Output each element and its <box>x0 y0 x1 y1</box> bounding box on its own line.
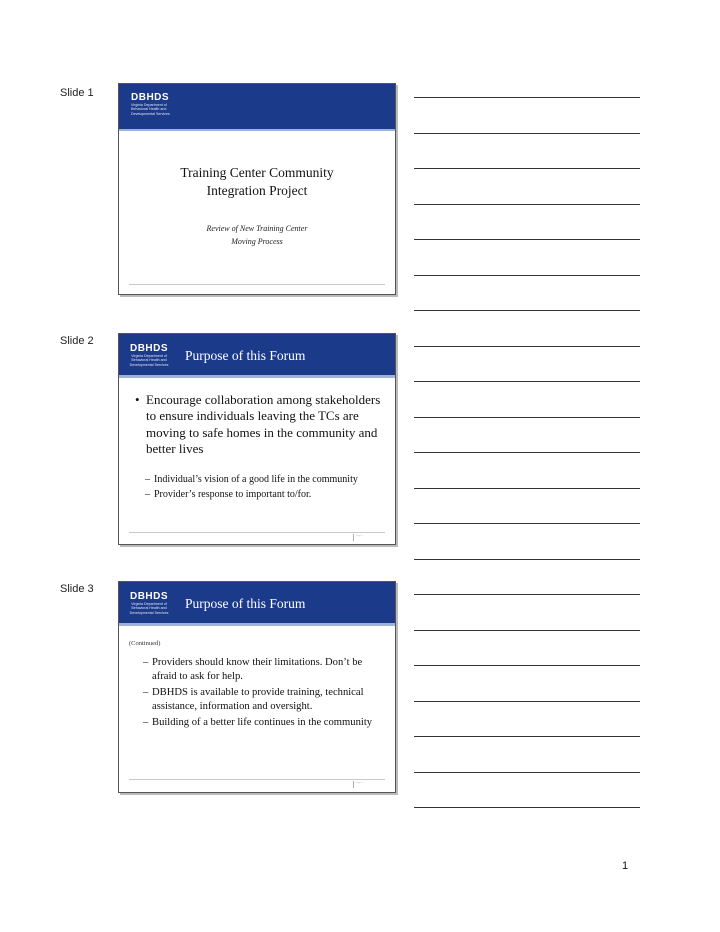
notes-line <box>414 488 640 489</box>
slide-header-band <box>119 334 395 378</box>
notes-line <box>414 701 640 702</box>
notes-line <box>414 417 640 418</box>
sub-bullet-item: – DBHDS is available to provide training, technical assistance, information and oversight. <box>143 687 364 712</box>
notes-line <box>414 559 640 560</box>
slide-footer-divider <box>129 779 385 780</box>
dash-icon: – <box>143 717 149 728</box>
slide-thumbnail-3 <box>118 581 396 793</box>
dash-icon: – <box>145 474 150 485</box>
bullet-item: • Encourage collaboration among stakeholders to ensure individuals leaving the TCs are moving to safe homes in the community and better lives <box>135 392 381 456</box>
slide-header-title: Purpose of this Forum <box>185 596 306 611</box>
sub-bullet-list <box>143 656 383 732</box>
notes-line <box>414 665 640 666</box>
notes-line <box>414 97 640 98</box>
notes-line <box>414 133 640 134</box>
dash-icon: – <box>143 657 149 668</box>
notes-line <box>414 523 640 524</box>
notes-line <box>414 452 640 453</box>
notes-line <box>414 381 640 382</box>
slide-page-tag: Page 2 <box>353 534 363 541</box>
slide-page-tag: Page 3 <box>353 781 363 788</box>
notes-line <box>414 594 640 595</box>
bullet-icon: • <box>135 392 140 407</box>
sub-bullet-item: – Provider’s response to important to/for. <box>145 489 312 501</box>
notes-line <box>414 310 640 311</box>
notes-line <box>414 168 640 169</box>
slide-label: Slide 3 <box>60 583 94 595</box>
notes-line <box>414 772 640 773</box>
slide-subtitle: Review of New Training Center Moving Process <box>206 224 308 246</box>
notes-line <box>414 630 640 631</box>
notes-line <box>414 736 640 737</box>
slide-label: Slide 2 <box>60 335 94 347</box>
sub-bullet-item: – Building of a better life continues in the community <box>143 717 373 728</box>
notes-line <box>414 807 640 808</box>
notes-line <box>414 239 640 240</box>
sub-bullet-list <box>145 474 390 505</box>
page-number: 1 <box>622 860 629 872</box>
dbhds-logo: DBHDS Virginia Department of Behavioral Health and Developmental Services <box>129 591 169 615</box>
slide-header-band <box>119 84 395 129</box>
slide-header-title: Purpose of this Forum <box>185 348 306 363</box>
continued-note: (Continued) <box>129 640 161 647</box>
slide-footer-divider <box>129 284 385 285</box>
notes-line <box>414 204 640 205</box>
dash-icon: – <box>145 489 150 501</box>
slide-footer-divider <box>129 532 385 533</box>
dash-icon: – <box>143 687 149 698</box>
notes-line <box>414 346 640 347</box>
dbhds-logo: DBHDS Virginia Department of Behavioral Health and Developmental Services <box>131 92 170 116</box>
slide-thumbnail-2 <box>118 333 396 545</box>
notes-line <box>414 275 640 276</box>
dbhds-logo: DBHDS Virginia Department of Behavioral Health and Developmental Services <box>129 343 169 367</box>
slide-title: Training Center Community Integration Project <box>180 165 334 198</box>
slide-label: Slide 1 <box>60 87 94 99</box>
slide-header-band <box>119 582 395 626</box>
slide-thumbnail-1 <box>118 83 396 295</box>
sub-bullet-item: – Providers should know their limitations. Don’t be afraid to ask for help. <box>143 657 363 682</box>
sub-bullet-item: – Individual’s vision of a good life in the community <box>145 474 358 485</box>
